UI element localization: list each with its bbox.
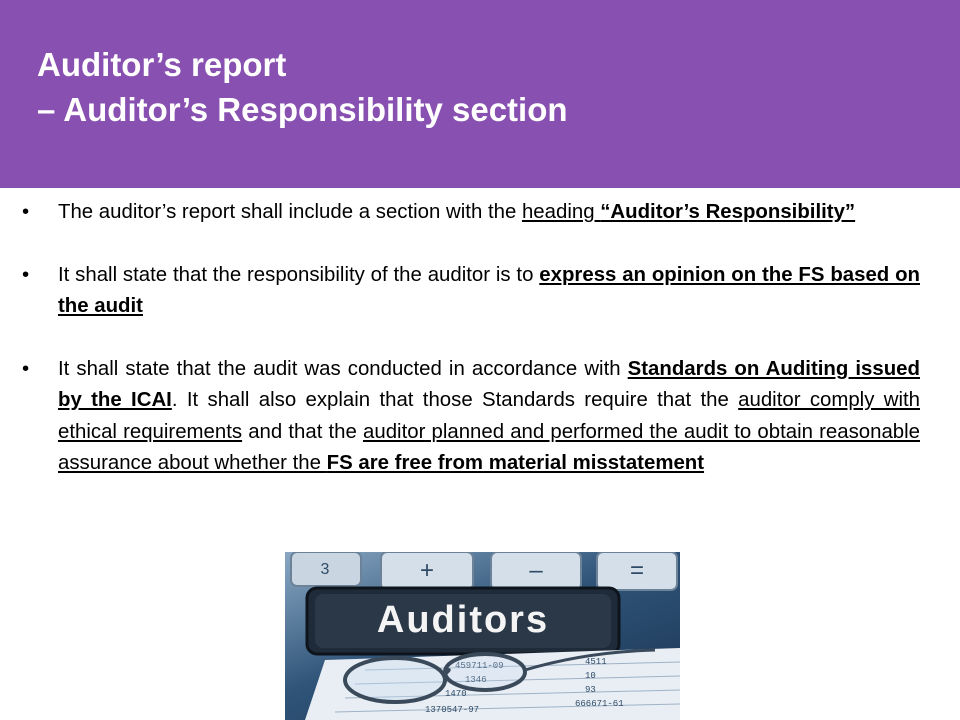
bullet-list xyxy=(58,197,920,511)
bold-underlined-text: Standards on Auditing issued by the ICAI xyxy=(58,357,920,411)
bold-underlined-text: “Auditor’s Responsibility” xyxy=(600,201,856,223)
ledger-number: 4511 xyxy=(585,657,607,667)
ledger-number: 1470 xyxy=(445,689,467,699)
calculator-keys xyxy=(291,552,677,590)
key-label: + xyxy=(419,557,435,584)
bullet-text: It shall state that the responsibility of the auditor is to xyxy=(58,263,540,286)
slide-title xyxy=(37,42,568,132)
bullet-text: It shall state that the audit was conducted in accordance with xyxy=(58,357,628,380)
underlined-text: auditor planned and performed the audit to obtain reasonable assurance about whether the xyxy=(58,420,921,474)
slide-title-line-1: Auditor’s report xyxy=(37,46,287,83)
ledger-number: 10 xyxy=(585,671,596,681)
auditors-illustration xyxy=(285,552,680,720)
auditors-key xyxy=(307,588,619,654)
auditors-image xyxy=(285,552,680,720)
bullet-item-heading xyxy=(58,197,920,229)
key-label: 3 xyxy=(320,561,330,578)
underlined-text: heading xyxy=(521,201,601,223)
bold-underlined-text: express an opinion on the FS based on the audit xyxy=(58,263,920,317)
underlined-text: auditor comply with ethical requirements xyxy=(58,389,921,443)
key-label: = xyxy=(629,557,645,584)
bullet-item-opinion xyxy=(58,260,920,323)
title-banner xyxy=(0,0,960,188)
ledger-number: 666671-61 xyxy=(575,699,624,709)
ledger-number: 93 xyxy=(585,685,596,695)
bullet-text: . It shall also explain that those Standards require that the xyxy=(171,389,739,411)
auditors-word: Auditors xyxy=(376,599,550,641)
bold-underlined-text: FS are free from material misstatement xyxy=(326,452,705,474)
slide-title-line-2: – Auditor’s Responsibility section xyxy=(37,91,568,128)
bullet-text: and that the xyxy=(242,420,364,443)
ledger-number: 1370547-97 xyxy=(425,705,480,715)
bullet-item-standards xyxy=(58,354,920,480)
key-label: – xyxy=(529,557,543,584)
bullet-text: The auditor’s report shall include a section with the xyxy=(58,201,522,223)
